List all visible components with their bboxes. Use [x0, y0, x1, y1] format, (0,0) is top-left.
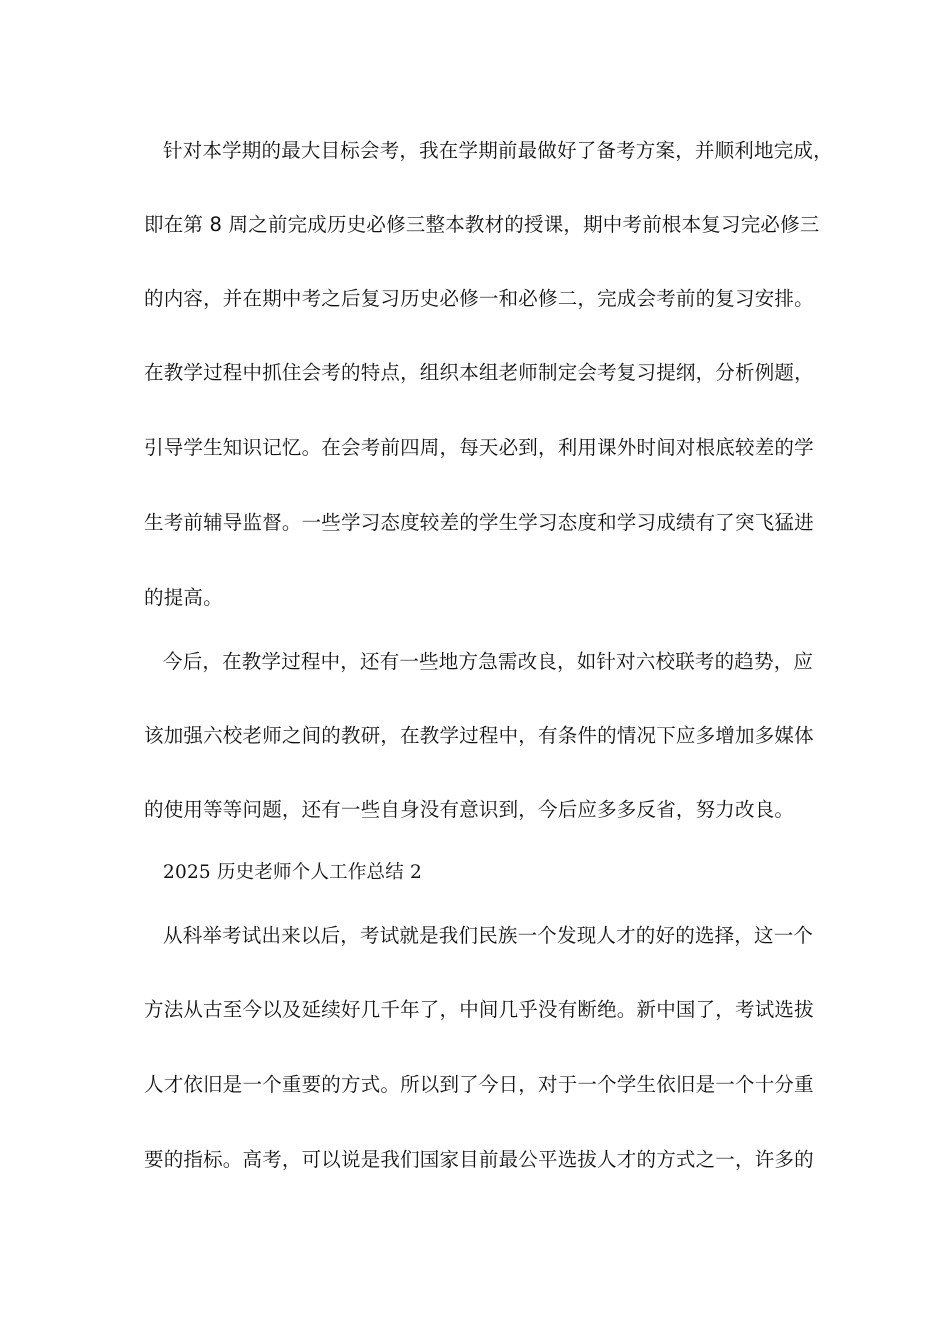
paragraph-2-line-3: 的使用等等问题，还有一些自身没有意识到，今后应多多反省，努力改良。 [144, 798, 795, 821]
paragraph-1-line-2: 即在第 8 周之前完成历史必修三整本教材的授课，期中考前根本复习完必修三 [144, 213, 820, 236]
paragraph-1-line-1: 针对本学期的最大目标会考，我在学期前最做好了备考方案，并顺利地完成， [163, 139, 833, 162]
paragraph-1-line-7: 的提高。 [144, 586, 223, 609]
paragraph-2-line-1: 今后，在教学过程中，还有一些地方急需改良，如针对六校联考的趋势，应 [163, 650, 814, 673]
paragraph-3-line-3: 人才依旧是一个重要的方式。所以到了今日，对于一个学生依旧是一个十分重 [144, 1073, 814, 1096]
paragraph-1-line-3: 的内容，并在期中考之后复习历史必修一和必修二，完成会考前的复习安排。 [144, 287, 814, 310]
paragraph-3-line-4: 要的指标。高考，可以说是我们国家目前最公平选拔人才的方式之一，许多的 [144, 1148, 814, 1171]
paragraph-3-line-1: 从科举考试出来以后，考试就是我们民族一个发现人才的好的选择，这一个 [163, 924, 814, 947]
paragraph-1-line-6: 生考前辅导监督。一些学习态度较差的学生学习态度和学习成绩有了突飞猛进 [144, 511, 814, 534]
paragraph-3-line-2: 方法从古至今以及延续好几千年了，中间几乎没有断绝。新中国了，考试选拔 [144, 998, 814, 1021]
paragraph-2-line-2: 该加强六校老师之间的教研，在教学过程中，有条件的情况下应多增加多媒体 [144, 724, 814, 747]
paragraph-1-line-5: 引导学生知识记忆。在会考前四周，每天必到，利用课外时间对根底较差的学 [144, 436, 814, 459]
section-heading: 2025 历史老师个人工作总结 2 [163, 862, 423, 883]
paragraph-1-line-4: 在教学过程中抓住会考的特点，组织本组老师制定会考复习提纲，分析例题， [144, 361, 814, 384]
